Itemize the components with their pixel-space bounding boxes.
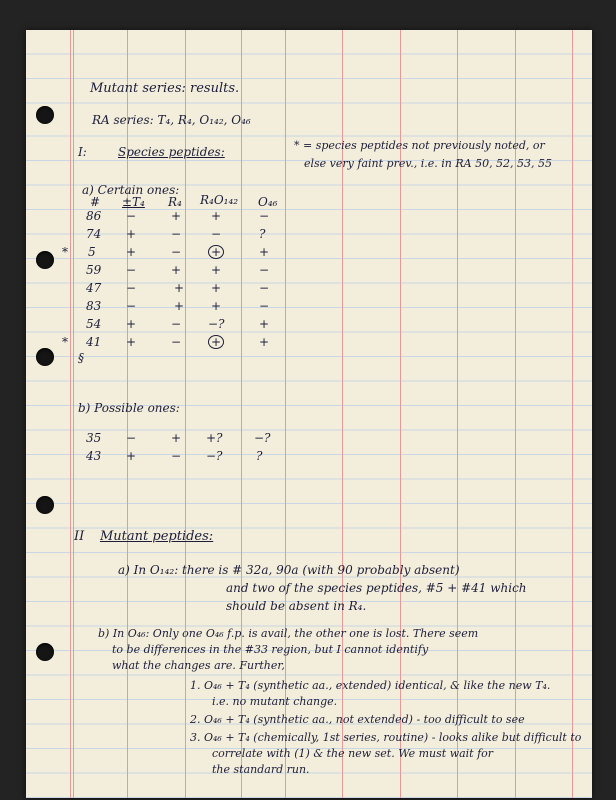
subsection-b-label: b) Possible ones: <box>78 401 180 415</box>
cell-r4: + <box>174 299 185 313</box>
cell-number: 5 <box>88 245 96 259</box>
cell-t4: − <box>126 299 137 313</box>
cell-t4: − <box>126 431 137 445</box>
header-r4: R₄ <box>168 195 182 209</box>
cell-o46: ? <box>259 227 266 241</box>
cell-number: 74 <box>86 227 102 241</box>
cell-t4: − <box>126 281 137 295</box>
cell-t4: + <box>126 449 137 463</box>
binder-hole <box>36 643 54 661</box>
cell-r4: − <box>171 335 182 349</box>
cell-r4o142: + <box>211 299 222 313</box>
para-a-line-1: a) In O₁₄₂: there is # 32a, 90a (with 90 probably absent) <box>118 563 460 577</box>
cell-r4: + <box>171 263 182 277</box>
species-star: * <box>62 335 68 349</box>
para-b-line-1: b) In O₄₆: Only one O₄₆ f.p. is avail, the other one is lost. There seem <box>98 627 479 640</box>
cell-r4o142: + <box>211 263 222 277</box>
binder-hole <box>36 251 54 269</box>
cell-t4: + <box>126 227 137 241</box>
cell-r4o142: −? <box>208 317 225 331</box>
header-t4: ±T₄ <box>122 195 145 209</box>
para-b-line-3: what the changes are. Further, <box>112 659 285 672</box>
cell-o46: −? <box>254 431 271 445</box>
cell-r4o142: − <box>211 227 222 241</box>
para-b-item-1: 1. O₄₆ + T₄ (synthetic aa., extended) identical, & like the new T₄. <box>190 679 551 692</box>
cell-r4: − <box>171 245 182 259</box>
para-b-item-3: 3. O₄₆ + T₄ (chemically, 1st series, routine) - looks alike but difficult to <box>190 731 582 744</box>
margin-line <box>73 30 74 798</box>
cell-r4o142: + <box>211 281 222 295</box>
header-number: # <box>90 195 101 209</box>
binder-hole <box>36 496 54 514</box>
cell-r4: − <box>171 317 182 331</box>
cell-o46: + <box>259 335 270 349</box>
cell-r4: − <box>171 449 182 463</box>
cell-number: 83 <box>86 299 102 313</box>
cell-r4: + <box>174 281 185 295</box>
note-line-2: else very faint prev., i.e. in RA 50, 52, 53, 55 <box>304 157 553 170</box>
cell-number: 54 <box>86 317 102 331</box>
margin-line <box>70 30 71 798</box>
section-2-title: Mutant peptides: <box>100 529 214 544</box>
cell-t4: − <box>126 209 137 223</box>
cell-r4: + <box>171 431 182 445</box>
cell-o46: − <box>259 263 270 277</box>
species-star: * <box>62 245 68 259</box>
cell-r4o142: −? <box>206 449 223 463</box>
cell-o46: ? <box>256 449 263 463</box>
cell-t4: + <box>126 335 137 349</box>
cell-o46: − <box>259 299 270 313</box>
notebook-page <box>26 30 592 798</box>
section-1-roman: I: <box>78 145 87 159</box>
binder-hole <box>36 106 54 124</box>
cell-t4: + <box>126 317 137 331</box>
para-b-item-3-end: the standard run. <box>212 763 310 776</box>
binder-hole <box>36 348 54 366</box>
cell-number: 86 <box>86 209 102 223</box>
cell-r4o142-circled: + <box>208 335 224 349</box>
para-a-line-3: should be absent in R₄. <box>226 599 367 613</box>
column-line <box>572 30 573 798</box>
para-b-line-2: to be differences in the #33 region, but I cannot identify <box>112 643 429 656</box>
page-heading: Mutant series: results. <box>90 81 240 96</box>
cell-t4: − <box>126 263 137 277</box>
cell-t4: + <box>126 245 137 259</box>
cell-number: 43 <box>86 449 102 463</box>
note-line-1: * = species peptides not previously noted, or <box>294 139 545 152</box>
header-r4-o142: R₄O₁₄₂ <box>200 193 239 207</box>
para-b-item-3-cont: correlate with (1) & the new set. We must wait for <box>212 747 494 760</box>
section-2-roman: II <box>74 529 85 544</box>
section-mark: § <box>78 351 84 365</box>
cell-r4o142: +? <box>206 431 223 445</box>
cell-o46: + <box>259 317 270 331</box>
section-1-title: Species peptides: <box>118 145 225 159</box>
subsection-a-label: a) Certain ones: <box>82 183 180 197</box>
header-o46: O₄₆ <box>258 195 278 209</box>
cell-number: 35 <box>86 431 102 445</box>
cell-r4o142-circled: + <box>208 245 224 259</box>
cell-r4: + <box>171 209 182 223</box>
ra-series-line: RA series: T₄, R₄, O₁₄₂, O₄₆ <box>92 113 251 127</box>
para-b-item-2: 2. O₄₆ + T₄ (synthetic aa., not extended) - too difficult to see <box>190 713 525 726</box>
cell-o46: + <box>259 245 270 259</box>
cell-number: 59 <box>86 263 102 277</box>
para-a-line-2: and two of the species peptides, #5 + #41 which <box>226 581 527 595</box>
cell-number: 41 <box>86 335 102 349</box>
cell-r4o142: + <box>211 209 222 223</box>
cell-r4: − <box>171 227 182 241</box>
para-b-item-1-note: i.e. no mutant change. <box>212 695 338 708</box>
cell-o46: − <box>259 209 270 223</box>
cell-o46: − <box>259 281 270 295</box>
cell-number: 47 <box>86 281 102 295</box>
